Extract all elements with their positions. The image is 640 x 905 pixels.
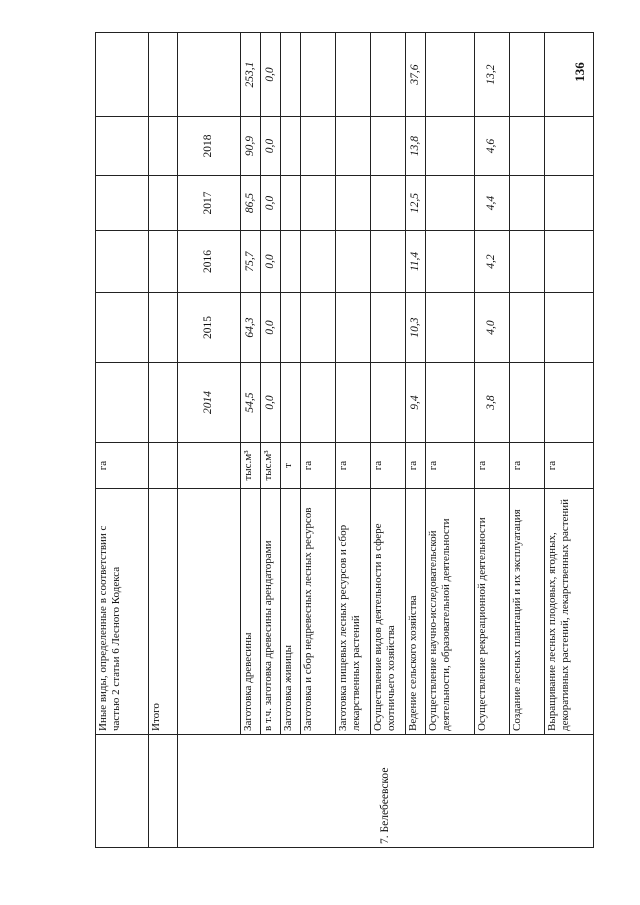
value-cell: 0,0 bbox=[261, 176, 281, 231]
row-unit: тыс.м³ bbox=[261, 443, 281, 489]
value-cell bbox=[426, 117, 475, 176]
total-cell: 13,2 bbox=[475, 33, 510, 117]
value-cell: 0,0 bbox=[261, 117, 281, 176]
value-cell bbox=[336, 231, 371, 293]
value-cell bbox=[281, 117, 301, 176]
value-cell bbox=[510, 363, 545, 443]
total-cell: 0,0 bbox=[261, 33, 281, 117]
value-cell bbox=[371, 117, 406, 176]
value-cell: 54,5 bbox=[241, 363, 261, 443]
table-row bbox=[426, 33, 475, 848]
table-header-years bbox=[178, 33, 241, 848]
empty-cell bbox=[149, 117, 178, 176]
value-cell: 3,8 bbox=[475, 363, 510, 443]
row-unit: га bbox=[96, 443, 149, 489]
page-number: 136 bbox=[572, 62, 587, 82]
empty-cell bbox=[149, 443, 178, 489]
row-label: Заготовка древесины bbox=[241, 489, 261, 735]
value-cell bbox=[371, 176, 406, 231]
row-unit: т bbox=[281, 443, 301, 489]
row-label: Осуществление научно-исследовательской деятельности, образовательной деятельности bbox=[426, 489, 475, 735]
value-cell bbox=[371, 293, 406, 363]
row-unit: га bbox=[301, 443, 336, 489]
year-header: 2015 bbox=[178, 293, 241, 363]
empty-cell bbox=[149, 231, 178, 293]
value-cell bbox=[510, 117, 545, 176]
value-cell bbox=[545, 117, 594, 176]
row-unit: га bbox=[371, 443, 406, 489]
empty-cell bbox=[178, 33, 241, 117]
row-unit: га bbox=[545, 443, 594, 489]
empty-cell bbox=[96, 363, 149, 443]
year-header: 2018 bbox=[178, 117, 241, 176]
total-cell bbox=[510, 33, 545, 117]
row-label: Заготовка живицы bbox=[281, 489, 301, 735]
table-row-other-types bbox=[96, 33, 149, 848]
total-cell bbox=[426, 33, 475, 117]
value-cell: 10,3 bbox=[406, 293, 426, 363]
row-label: Создание лесных плантаций и их эксплуатация bbox=[510, 489, 545, 735]
table-row bbox=[336, 33, 371, 848]
row-unit: га bbox=[426, 443, 475, 489]
value-cell: 11,4 bbox=[406, 231, 426, 293]
forest-use-table bbox=[95, 32, 594, 848]
value-cell: 13,8 bbox=[406, 117, 426, 176]
total-cell bbox=[281, 33, 301, 117]
empty-cell bbox=[96, 231, 149, 293]
row-label: Заготовка и сбор недревесных лесных ресурсов bbox=[301, 489, 336, 735]
total-cell: 253,1 bbox=[241, 33, 261, 117]
value-cell bbox=[336, 117, 371, 176]
table-row bbox=[545, 33, 594, 848]
table-row bbox=[261, 33, 281, 848]
region-cell-empty bbox=[96, 735, 149, 848]
table-row bbox=[371, 33, 406, 848]
total-cell bbox=[545, 33, 594, 117]
value-cell bbox=[510, 231, 545, 293]
empty-cell bbox=[96, 293, 149, 363]
value-cell bbox=[336, 363, 371, 443]
value-cell bbox=[545, 363, 594, 443]
table-row bbox=[301, 33, 336, 848]
value-cell bbox=[426, 363, 475, 443]
row-unit: га bbox=[510, 443, 545, 489]
value-cell bbox=[301, 293, 336, 363]
year-header: 2016 bbox=[178, 231, 241, 293]
table-row bbox=[281, 33, 301, 848]
total-cell: 37,6 bbox=[406, 33, 426, 117]
row-label: Выращивание лесных плодовых, ягодных, декоративных растений, лекарственных растений bbox=[545, 489, 594, 735]
total-cell bbox=[371, 33, 406, 117]
value-cell: 0,0 bbox=[261, 293, 281, 363]
table-row bbox=[475, 33, 510, 848]
empty-cell bbox=[149, 176, 178, 231]
value-cell bbox=[281, 176, 301, 231]
value-cell: 12,5 bbox=[406, 176, 426, 231]
row-unit: тыс.м³ bbox=[241, 443, 261, 489]
year-header: 2017 bbox=[178, 176, 241, 231]
table-row-total bbox=[149, 33, 178, 848]
row-label: в т.ч. заготовка древесины арендаторами bbox=[261, 489, 281, 735]
value-cell bbox=[281, 293, 301, 363]
empty-cell bbox=[149, 363, 178, 443]
value-cell: 64,3 bbox=[241, 293, 261, 363]
empty-cell bbox=[149, 293, 178, 363]
value-cell: 0,0 bbox=[261, 231, 281, 293]
value-cell bbox=[426, 176, 475, 231]
value-cell bbox=[426, 231, 475, 293]
value-cell bbox=[371, 363, 406, 443]
year-header: 2014 bbox=[178, 363, 241, 443]
row-label: Итого bbox=[149, 489, 178, 735]
table-row bbox=[406, 33, 426, 848]
total-cell bbox=[336, 33, 371, 117]
total-cell bbox=[301, 33, 336, 117]
value-cell: 9,4 bbox=[406, 363, 426, 443]
empty-cell bbox=[149, 735, 178, 848]
value-cell bbox=[426, 293, 475, 363]
empty-cell bbox=[178, 443, 241, 489]
value-cell bbox=[545, 176, 594, 231]
row-label: Осуществление рекреационной деятельности bbox=[475, 489, 510, 735]
value-cell bbox=[281, 231, 301, 293]
row-unit: га bbox=[336, 443, 371, 489]
value-cell: 75,7 bbox=[241, 231, 261, 293]
value-cell bbox=[371, 231, 406, 293]
table-row bbox=[510, 33, 545, 848]
value-cell bbox=[545, 231, 594, 293]
value-cell bbox=[336, 176, 371, 231]
row-label: Иные виды, определенные в соответствии с частью 2 статьи 6 Лесного Кодекса bbox=[96, 489, 149, 735]
value-cell: 90,9 bbox=[241, 117, 261, 176]
table-row bbox=[241, 33, 261, 848]
value-cell: 4,2 bbox=[475, 231, 510, 293]
row-label: Осуществление видов деятельности в сфере охотничьего хозяйства bbox=[371, 489, 406, 735]
region-name: 7. Белебеевское bbox=[178, 735, 594, 848]
value-cell bbox=[301, 117, 336, 176]
value-cell bbox=[301, 231, 336, 293]
empty-cell bbox=[149, 33, 178, 117]
row-label: Ведение сельского хозяйства bbox=[406, 489, 426, 735]
empty-cell bbox=[96, 33, 149, 117]
value-cell bbox=[281, 363, 301, 443]
row-label: Заготовка пищевых лесных ресурсов и сбор лекарственных растений bbox=[336, 489, 371, 735]
value-cell bbox=[545, 293, 594, 363]
row-unit: га bbox=[406, 443, 426, 489]
value-cell bbox=[510, 176, 545, 231]
rotated-table-sheet bbox=[95, 33, 571, 848]
empty-cell bbox=[178, 489, 241, 735]
row-unit: га bbox=[475, 443, 510, 489]
value-cell: 4,6 bbox=[475, 117, 510, 176]
value-cell bbox=[336, 293, 371, 363]
value-cell: 4,4 bbox=[475, 176, 510, 231]
value-cell bbox=[510, 293, 545, 363]
empty-cell bbox=[96, 117, 149, 176]
value-cell: 0,0 bbox=[261, 363, 281, 443]
empty-cell bbox=[96, 176, 149, 231]
value-cell: 4,0 bbox=[475, 293, 510, 363]
value-cell bbox=[301, 363, 336, 443]
value-cell: 86,5 bbox=[241, 176, 261, 231]
value-cell bbox=[301, 176, 336, 231]
